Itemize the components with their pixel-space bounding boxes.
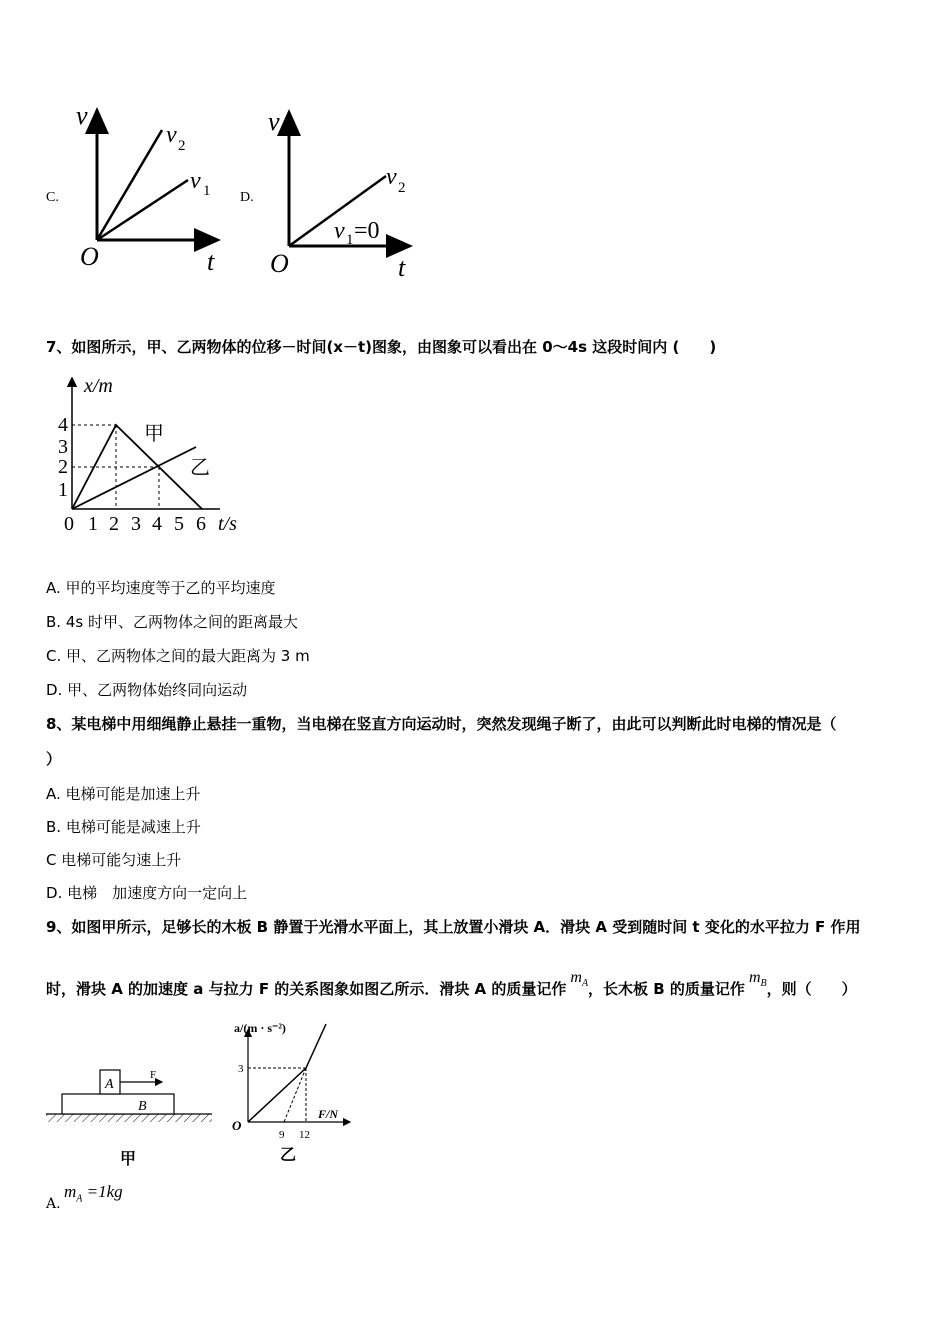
q7-xtick-2: 2 bbox=[109, 513, 119, 535]
q9-ground bbox=[46, 1114, 212, 1122]
q9-yi-xtick-12: 12 bbox=[299, 1129, 310, 1141]
q9-figure-jia bbox=[44, 1058, 219, 1173]
q9-yi-dash-9 bbox=[284, 1068, 306, 1122]
graph-d-v2-sub: 2 bbox=[398, 180, 406, 196]
q9-stem-line2 bbox=[46, 969, 857, 1001]
q7-ytick-4: 4 bbox=[58, 414, 68, 436]
q7-option-d[interactable]: D. 甲、乙两物体始终同向运动 bbox=[46, 681, 248, 699]
q9-stem-line1: 9、如图甲所示，足够长的木板 B 静置于光滑水平面上，其上放置小滑块 A．滑块 A 受到随时间 t 变化的水平拉力 F 作用 bbox=[46, 918, 861, 936]
q8-option-c[interactable]: C 电梯可能匀速上升 bbox=[46, 851, 182, 869]
q9-option-a-value[interactable]: $m_A =1kg$ bbox=[64, 1182, 123, 1205]
graph-c-t-label: t bbox=[207, 247, 215, 276]
graph-d-v2-label: v bbox=[386, 164, 397, 190]
q7-xtick-5: 5 bbox=[174, 513, 184, 535]
q9-stem-part-b: ，长木板 B 的质量记作 bbox=[588, 980, 745, 998]
q9-yi-xtick-9: 9 bbox=[279, 1129, 285, 1141]
q7-xtick-4: 4 bbox=[152, 513, 162, 535]
q9-mB-symbol: $m_B$ bbox=[748, 969, 767, 990]
q7-xtick-1: 1 bbox=[88, 513, 98, 535]
q9-yi-x-label: F/N bbox=[318, 1107, 339, 1121]
q7-xtick-3: 3 bbox=[131, 513, 141, 535]
q7-xtick-6: 6 bbox=[196, 513, 206, 535]
q8-stem-line2: ） bbox=[46, 750, 62, 768]
q7-option-c[interactable]: C. 甲、乙两物体之间的最大距离为 3 m bbox=[46, 647, 310, 665]
graph-d-v1-label: v bbox=[334, 218, 345, 244]
q7-xtick-0: 0 bbox=[64, 513, 74, 535]
q9-label-b: B bbox=[138, 1099, 147, 1114]
q7-label-yi: 乙 bbox=[190, 457, 210, 479]
graph-c-v2-label: v bbox=[166, 122, 177, 148]
q9-block-b bbox=[62, 1094, 174, 1114]
q9-figure-yi bbox=[226, 1018, 366, 1168]
q7-option-a[interactable]: A. 甲的平均速度等于乙的平均速度 bbox=[46, 579, 276, 597]
graph-c bbox=[70, 100, 230, 280]
q9-yi-line-2 bbox=[306, 1024, 326, 1068]
q9-caption-jia: 甲 bbox=[120, 1151, 137, 1168]
graph-d-v1-sub: 1 bbox=[346, 232, 354, 248]
q7-ytick-2: 2 bbox=[58, 456, 68, 478]
q7-ytick-1: 1 bbox=[58, 479, 68, 501]
graph-c-line-v1 bbox=[97, 180, 188, 240]
option-d-label: D. bbox=[240, 190, 254, 205]
q9-stem-part-a: 时，滑块 A 的加速度 a 与拉力 F 的关系图象如图乙所示．滑块 A 的质量记作 bbox=[46, 980, 567, 998]
q8-option-d[interactable]: D. 电梯 加速度方向一定向上 bbox=[46, 884, 248, 902]
q7-xt-graph bbox=[52, 370, 262, 540]
q9-yi-y-label: a/(m · s⁻²) bbox=[234, 1021, 286, 1035]
q8-stem-line1: 8、某电梯中用细绳静止悬挂一重物，当电梯在竖直方向运动时，突然发现绳子断了，由此可以判断此时电梯的情况是（ bbox=[46, 715, 837, 733]
q7-option-b[interactable]: B. 4s 时甲、乙两物体之间的距离最大 bbox=[46, 613, 298, 631]
q9-yi-origin: O bbox=[232, 1118, 242, 1133]
q7-series-yi bbox=[72, 447, 196, 509]
q8-option-b[interactable]: B. 电梯可能是减速上升 bbox=[46, 818, 201, 836]
q7-stem: 7、如图所示，甲、乙两物体的位移－时间(x－t)图象，由图象可以看出在 0～4s 这段时间内 ( ) bbox=[46, 338, 717, 356]
graph-c-line-v2 bbox=[97, 130, 162, 240]
q9-label-a: A bbox=[105, 1077, 114, 1092]
graph-c-v2-sub: 2 bbox=[178, 138, 186, 154]
q9-mA-symbol: $m_A$ bbox=[570, 969, 589, 990]
graph-d-t-label: t bbox=[398, 253, 406, 282]
q8-option-a[interactable]: A. 电梯可能是加速上升 bbox=[46, 785, 201, 803]
q9-caption-yi: 乙 bbox=[280, 1147, 297, 1164]
graph-d bbox=[262, 100, 422, 285]
q9-stem-part-c: ，则（ ） bbox=[766, 980, 857, 998]
graph-d-v-label: v bbox=[268, 107, 280, 136]
q9-option-a-label[interactable]: A. bbox=[46, 1196, 61, 1212]
q9-label-f: F bbox=[150, 1069, 157, 1081]
q7-ytick-3: 3 bbox=[58, 436, 68, 458]
graph-c-v1-sub: 1 bbox=[203, 183, 211, 199]
q9-yi-line-1 bbox=[248, 1068, 306, 1122]
graph-c-v1-label: v bbox=[190, 168, 201, 194]
q7-label-jia: 甲 bbox=[144, 423, 164, 445]
graph-c-v-label: v bbox=[76, 101, 88, 130]
q7-x-axis-label: t/s bbox=[218, 513, 237, 535]
graph-c-origin: O bbox=[80, 242, 99, 271]
q7-y-axis-label: x/m bbox=[84, 375, 113, 397]
graph-d-origin: O bbox=[270, 249, 289, 278]
graph-d-v1-eq: =0 bbox=[354, 218, 380, 244]
q9-yi-ytick-3: 3 bbox=[238, 1063, 244, 1075]
option-c-label: C. bbox=[46, 190, 59, 205]
